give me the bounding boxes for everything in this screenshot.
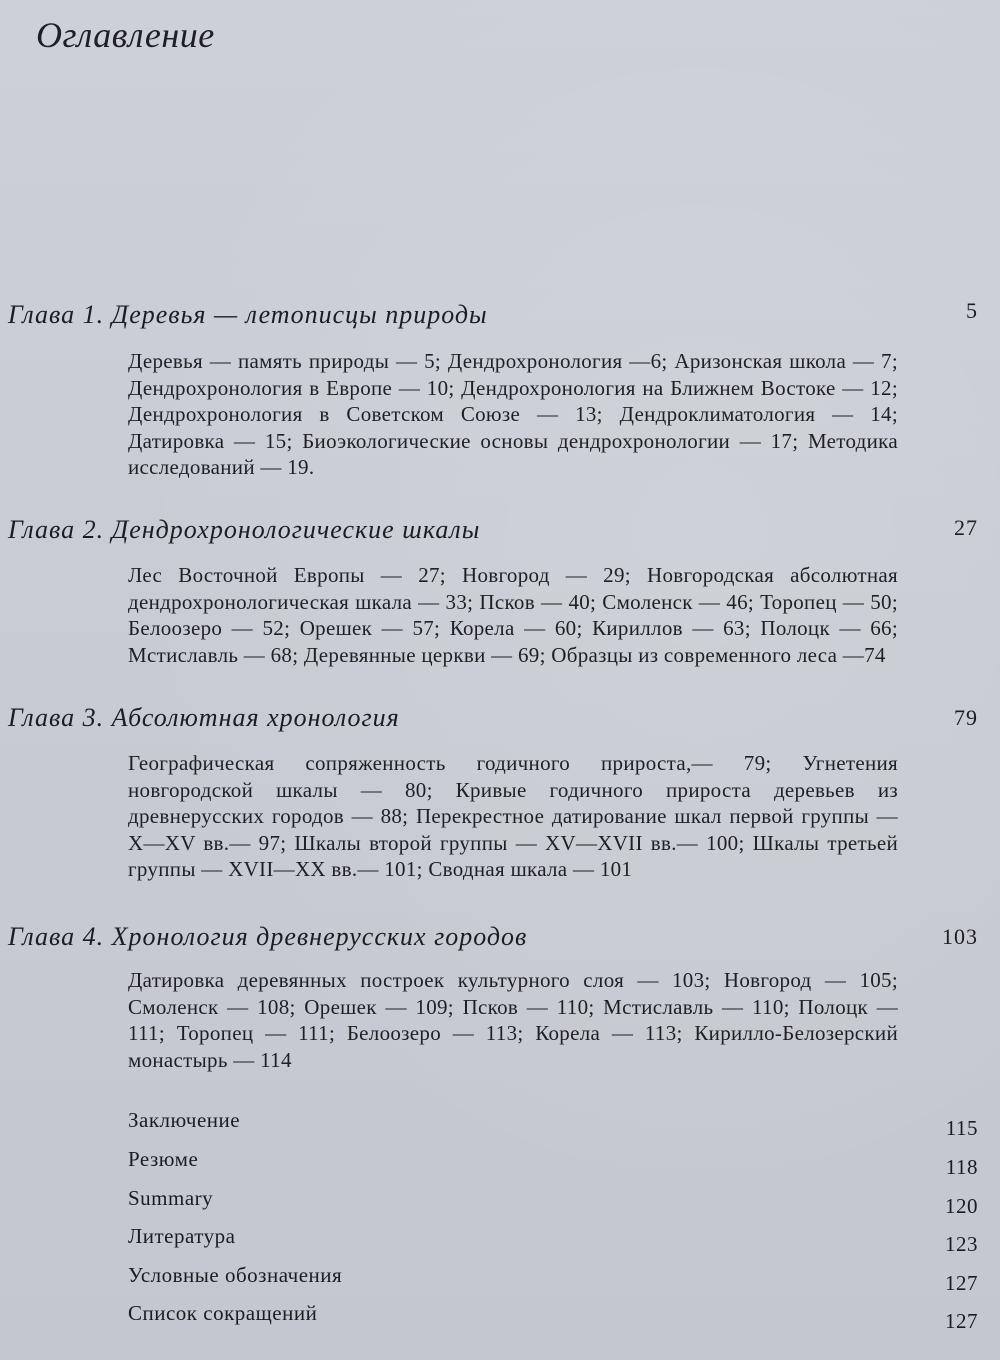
entry-title: Резюме: [128, 1147, 199, 1171]
entry-title: Summary: [128, 1186, 214, 1210]
entry-page-number: 115: [945, 1116, 978, 1140]
chapter-4-heading: [8, 922, 978, 952]
chapter-title: Глава 1. Деревья — летописцы природы: [8, 300, 488, 329]
chapter-2-summary: Лес Восточной Европы — 27; Новгород — 29; Новгородская абсолютная дендрохронологическая шкала — 33; Псков — 40; Смоленск — 46; Торопец — 50; Белоозеро — 52; Орешек — 57; Корела — 60; Кириллов — 63; Полоцк — 66; Мстиславль — 68; Деревянные церкви — 69; Образцы из современного леса —74: [128, 563, 898, 667]
chapter-title: Глава 4. Хронология древнерусских городов: [8, 922, 528, 951]
toc-entry-summary: [128, 1186, 978, 1218]
chapter-page-number: 79: [954, 705, 978, 730]
chapter-3-summary: Географическая сопряженность годичного прироста,— 79; Угнетения новгородской шкалы — 80; Кривые годичного прироста деревьев из древнерусских городов — 88; Перекрестное датирование шкал первой группы — X—XV вв.— 97; Шкалы второй группы — XV—XVII вв.— 100; Шкалы третьей группы — XVII—XX вв.— 101; Сводная шкала — 101: [128, 751, 898, 881]
chapter-1-summary: Деревья — память природы — 5; Дендрохронология —6; Аризонская школа — 7; Дендрохронология в Европе — 10; Дендрохронология на Ближнем Востоке — 12; Дендрохронология в Советском Союзе — 13; Дендроклиматология — 14; Датировка — 15; Биоэкологические основы дендрохронологии — 17; Методика исследований — 19.: [128, 349, 898, 479]
chapter-page-number: 5: [966, 298, 978, 323]
entry-title: Список сокращений: [128, 1301, 318, 1325]
toc-entry-symbols: [128, 1263, 978, 1295]
chapter-title: Глава 3. Абсолютная хронология: [8, 703, 400, 732]
entry-page-number: 127: [945, 1271, 978, 1295]
entry-page-number: 127: [945, 1309, 978, 1333]
entry-title: Заключение: [128, 1108, 241, 1132]
chapter-page-number: 27: [954, 515, 978, 540]
chapter-title: Глава 2. Дендрохронологические шкалы: [8, 515, 481, 544]
chapter-page-number: 103: [942, 924, 978, 949]
toc-entry-resume: [128, 1147, 978, 1179]
chapter-1-heading: [8, 300, 978, 330]
chapter-2-heading: [8, 515, 978, 545]
chapter-3-heading: [8, 703, 978, 733]
entry-page-number: 123: [945, 1232, 978, 1256]
entry-title: Литература: [128, 1224, 236, 1248]
toc-entry-literature: [128, 1224, 978, 1256]
entry-page-number: 120: [945, 1194, 978, 1218]
entry-page-number: 118: [945, 1155, 978, 1179]
page-title: Оглавление: [36, 15, 215, 55]
toc-entry-abbreviations: [128, 1301, 978, 1333]
chapter-4-summary: Датировка деревянных построек культурного слоя — 103; Новгород — 105; Смоленск — 108; Орешек — 109; Псков — 110; Мстиславль — 110; Полоцк — 111; Торопец — 111; Белоозеро — 113; Корела — 113; Кирилло-Белозерский монастырь — 114: [128, 968, 898, 1072]
entry-title: Условные обозначения: [128, 1263, 343, 1287]
toc-entry-conclusion: [128, 1108, 978, 1140]
